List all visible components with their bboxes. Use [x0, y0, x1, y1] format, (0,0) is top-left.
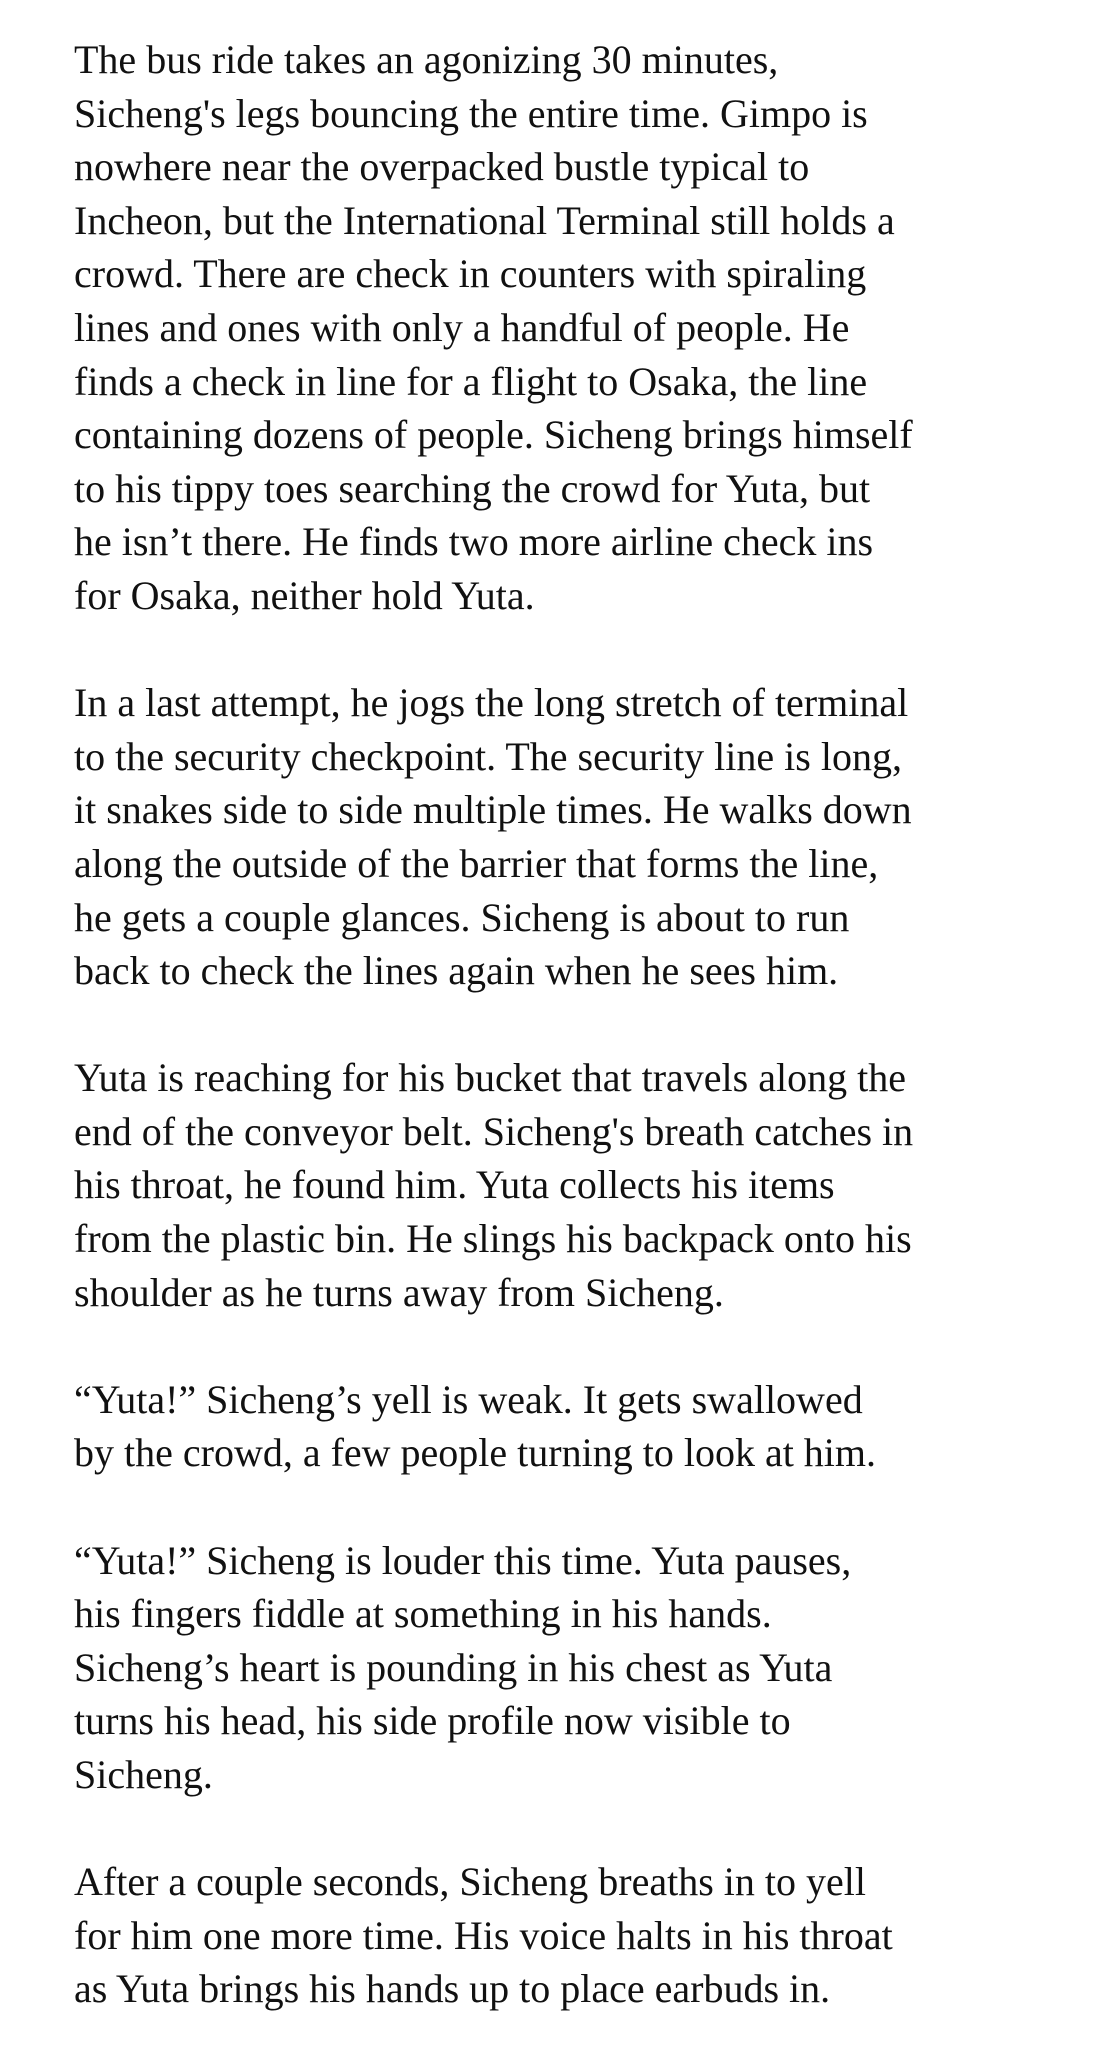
text-line: Incheon, but the International Terminal still holds a: [74, 197, 895, 243]
text-line: lines and ones with only a handful of people. He: [74, 304, 850, 350]
paragraph-2: [74, 676, 1074, 998]
paragraph-5: [74, 1534, 1074, 1802]
text-line: finds a check in line for a flight to Osaka, the line: [74, 358, 868, 404]
text-line: “Yuta!” Sicheng is louder this time. Yuta pauses,: [74, 1537, 852, 1583]
text-line: “Yuta!” Sicheng’s yell is weak. It gets swallowed: [74, 1376, 863, 1422]
text-line: Sicheng's legs bouncing the entire time. Gimpo is: [74, 90, 868, 136]
text-line: shoulder as he turns away from Sicheng.: [74, 1269, 724, 1315]
paragraph-1: [74, 33, 1074, 623]
text-line: end of the conveyor belt. Sicheng's breath catches in: [74, 1108, 914, 1154]
text-line: to his tippy toes searching the crowd for Yuta, but: [74, 465, 871, 511]
text-line: turns his head, his side profile now visible to: [74, 1698, 791, 1744]
text-line: In a last attempt, he jogs the long stretch of terminal: [74, 680, 909, 726]
text-line: his fingers fiddle at something in his hands.: [74, 1591, 772, 1637]
text-line: Sicheng’s heart is pounding in his chest as Yuta: [74, 1644, 833, 1690]
text-line: as Yuta brings his hands up to place earbuds in.: [74, 1966, 831, 2012]
text-line: After a couple seconds, Sicheng breaths in to yell: [74, 1859, 866, 1905]
text-line: for Osaka, neither hold Yuta.: [74, 572, 535, 618]
text-line: along the outside of the barrier that forms the line,: [74, 840, 879, 886]
text-line: for him one more time. His voice halts in his throat: [74, 1912, 893, 1958]
text-line: The bus ride takes an agonizing 30 minutes,: [74, 37, 779, 82]
text-line: Sicheng.: [74, 1752, 213, 1797]
text-line: his throat, he found him. Yuta collects his items: [74, 1162, 835, 1208]
text-line: back to check the lines again when he sees him.: [74, 948, 839, 994]
text-line: containing dozens of people. Sicheng brings himself: [74, 412, 913, 458]
text-line: he isn’t there. He finds two more airline check ins: [74, 519, 874, 565]
text-line: to the security checkpoint. The security line is long,: [74, 733, 902, 779]
text-line: he gets a couple glances. Sicheng is about to run: [74, 894, 850, 940]
text-line: Yuta is reaching for his bucket that travels along the: [74, 1055, 906, 1101]
paragraph-3: [74, 1051, 1074, 1319]
text-line: it snakes side to side multiple times. He walks down: [74, 787, 912, 833]
text-line: crowd. There are check in counters with spiraling: [74, 251, 867, 297]
paragraph-4: [74, 1373, 1074, 1480]
text-line: by the crowd, a few people turning to look at him.: [74, 1430, 877, 1476]
story-text: [74, 33, 1074, 2070]
text-line: nowhere near the overpacked bustle typical to: [74, 144, 810, 190]
text-line: from the plastic bin. He slings his backpack onto his: [74, 1216, 912, 1262]
paragraph-6: [74, 1855, 1074, 2016]
